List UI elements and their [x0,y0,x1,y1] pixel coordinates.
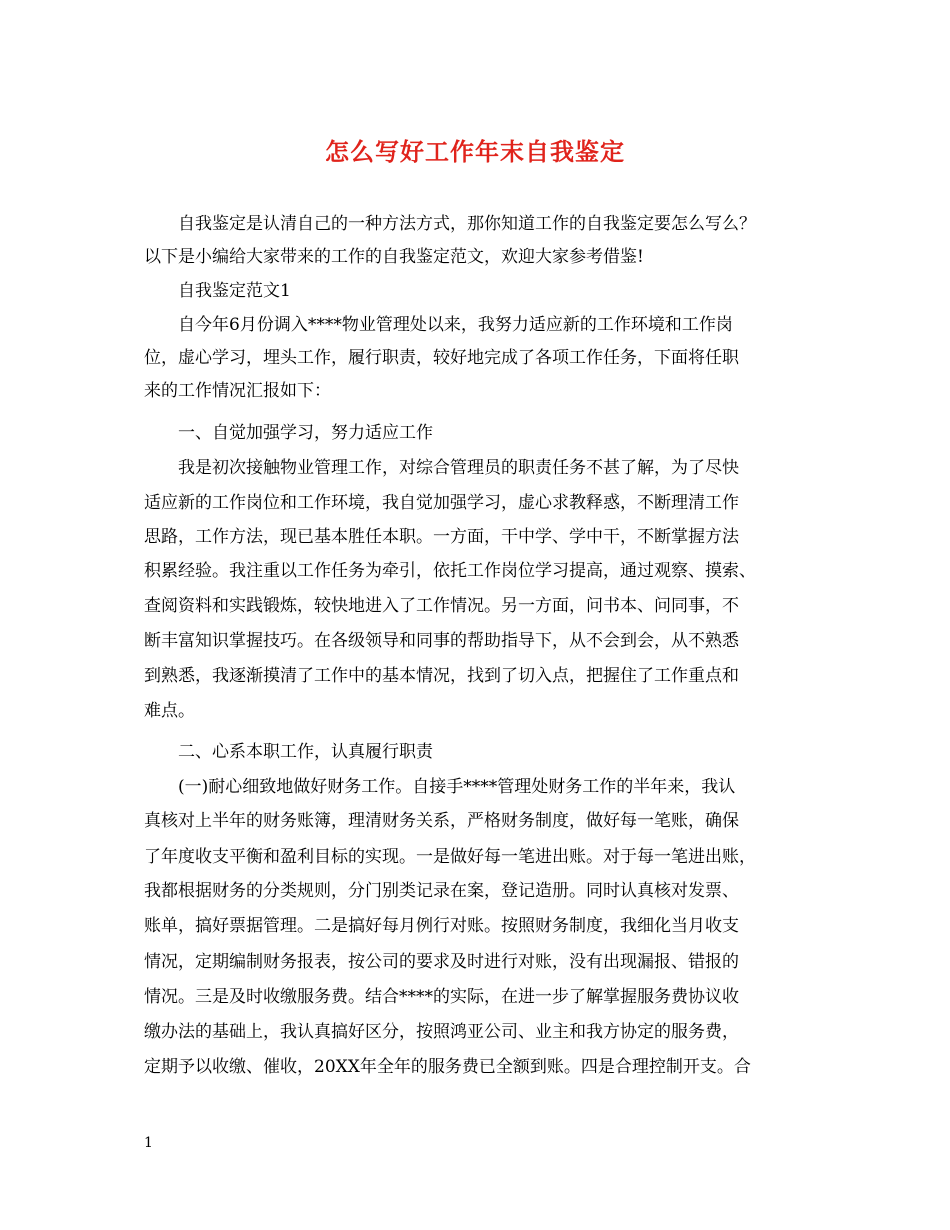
body-line: 以下是小编给大家带来的工作的自我鉴定范文，欢迎大家参考借鉴! [144,247,644,267]
body-line: 真核对上半年的财务账簿，理清财务关系，严格财务制度，做好每一笔账，确保 [144,811,739,831]
body-line: (一)耐心细致地做好财务工作。自接手****管理处财务工作的半年来，我认 [178,777,736,797]
body-line: 账单，搞好票据管理。二是搞好每月例行对账。按照财务制度，我细化当月收支 [144,916,739,936]
body-line: 查阅资料和实践锻炼，较快地进入了工作情况。另一方面，问书本、问同事，不 [144,596,739,616]
body-line: 自今年6月份调入****物业管理处以来，我努力适应新的工作环境和工作岗 [178,315,733,335]
body-line: 情况。三是及时收缴服务费。结合****的实际，在进一步了解掌握服务费协议收 [144,987,739,1007]
body-line: 二、心系本职工作，认真履行职责 [178,742,433,762]
body-line: 来的工作情况汇报如下： [144,381,331,401]
body-line: 我是初次接触物业管理工作，对综合管理员的职责任务不甚了解，为了尽快 [178,458,739,478]
body-line: 定期予以收缴、催收，20XX年全年的服务费已全额到账。四是合理控制开支。合 [144,1057,751,1077]
body-line: 情况，定期编制财务报表，按公司的要求及时进行对账，没有出现漏报、错报的 [144,952,739,972]
body-line: 思路，工作方法，现已基本胜任本职。一方面，干中学、学中干，不断掌握方法 [144,527,739,547]
body-line: 自我鉴定范文1 [178,281,291,301]
page-number: 1 [144,1135,153,1151]
body-line: 适应新的工作岗位和工作环境，我自觉加强学习，虚心求教释惑，不断理清工作 [144,493,739,513]
body-line: 积累经验。我注重以工作任务为牵引，依托工作岗位学习提高，通过观察、摸索、 [144,561,756,581]
body-line: 自我鉴定是认清自己的一种方法方式，那你知道工作的自我鉴定要怎么写么？ [178,214,756,234]
body-line: 难点。 [144,701,195,721]
body-line: 我都根据财务的分类规则，分门别类记录在案，登记造册。同时认真核对发票、 [144,881,739,901]
body-line: 了年度收支平衡和盈利目标的实现。一是做好每一笔进出账。对于每一笔进出账， [144,847,756,867]
body-line: 位，虚心学习，埋头工作，履行职责，较好地完成了各项工作任务，下面将任职 [144,348,739,368]
body-line: 缴办法的基础上，我认真搞好区分，按照鸿亚公司、业主和我方协定的服务费， [144,1022,739,1042]
body-line: 到熟悉，我逐渐摸清了工作中的基本情况，找到了切入点，把握住了工作重点和 [144,666,739,686]
document-title: 怎么写好工作年末自我鉴定 [325,137,625,166]
body-line: 一、自觉加强学习，努力适应工作 [178,423,433,443]
body-line: 断丰富知识掌握技巧。在各级领导和同事的帮助指导下，从不会到会，从不熟悉 [144,631,739,651]
